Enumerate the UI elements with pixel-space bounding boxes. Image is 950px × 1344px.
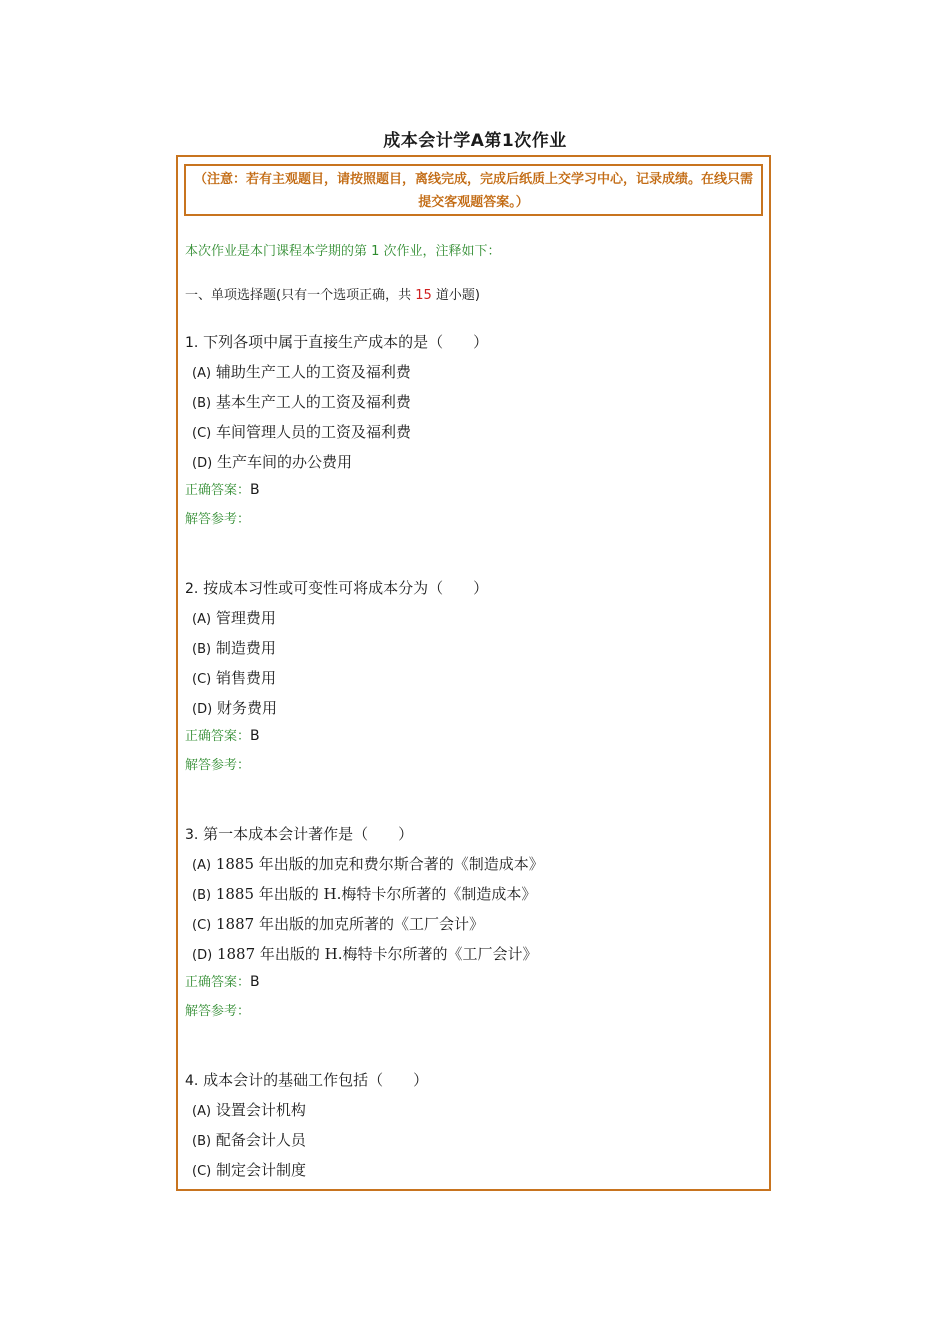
question-number: 3.: [185, 827, 199, 843]
option-b[interactable]: [185, 637, 765, 667]
option-letter: (D): [192, 702, 213, 717]
option-text: 1887 年出版的加克所著的《工厂会计》: [216, 915, 484, 933]
option-text: 1885 年出版的加克和费尔斯合著的《制造成本》: [215, 855, 544, 873]
option-d[interactable]: [185, 451, 765, 481]
correct-answer: [185, 481, 765, 511]
page-title: 成本会计学A第1次作业: [383, 131, 567, 151]
answer-reference: 解答参考：: [185, 758, 251, 773]
answer-reference: 解答参考：: [185, 1004, 251, 1019]
option-d[interactable]: [185, 943, 765, 973]
answer-label: 正确答案：: [185, 483, 251, 498]
option-text: 财务费用: [216, 699, 277, 717]
question-stem: [185, 331, 765, 361]
question-count: 15: [415, 288, 432, 303]
question-2: [185, 577, 765, 823]
option-letter: (C): [192, 672, 212, 687]
question-stem: [185, 1069, 765, 1099]
option-letter: (C): [192, 918, 212, 933]
option-c[interactable]: [185, 1159, 765, 1189]
option-b[interactable]: [185, 1129, 765, 1159]
option-c[interactable]: [185, 421, 765, 451]
question-number: 2.: [185, 581, 199, 597]
section-heading: [185, 287, 765, 331]
option-text: 辅助生产工人的工资及福利费: [215, 363, 411, 381]
question-stem: [185, 577, 765, 607]
answer-label: 正确答案：: [185, 975, 251, 990]
answer-value: B: [250, 482, 260, 498]
question-text: 按成本习性或可变性可将成本分为（ ）: [203, 579, 489, 597]
question-stem: [185, 823, 765, 853]
option-text: 1885 年出版的 H.梅特卡尔所著的《制造成本》: [215, 885, 537, 903]
assignment-content: [185, 243, 765, 1189]
option-b[interactable]: [185, 391, 765, 421]
option-a[interactable]: [185, 607, 765, 637]
assignment-frame: [176, 155, 771, 1191]
intro-text: 本次作业是本门课程本学期的第 1 次作业，注释如下：: [185, 244, 501, 259]
option-letter: (A): [192, 366, 212, 381]
option-letter: (C): [192, 1164, 212, 1179]
option-text: 制造费用: [215, 639, 276, 657]
option-letter: (D): [192, 456, 213, 471]
notice-box: （注意：若有主观题目，请按照题目，离线完成，完成后纸质上交学习中心，记录成绩。在线只需提交客观题答案。）: [184, 164, 763, 216]
option-letter: (B): [192, 396, 212, 411]
option-c[interactable]: [185, 913, 765, 943]
option-letter: (B): [192, 888, 212, 903]
option-text: 车间管理人员的工资及福利费: [216, 423, 412, 441]
question-number: 4.: [185, 1073, 199, 1089]
option-text: 设置会计机构: [215, 1101, 306, 1119]
question-text: 下列各项中属于直接生产成本的是（ ）: [203, 333, 489, 351]
option-c[interactable]: [185, 667, 765, 697]
question-text: 第一本成本会计著作是（ ）: [203, 825, 414, 843]
question-3: [185, 823, 765, 1069]
option-letter: (D): [192, 948, 213, 963]
answer-reference: 解答参考：: [185, 512, 251, 527]
correct-answer: [185, 973, 765, 1003]
option-letter: (B): [192, 642, 212, 657]
option-letter: (A): [192, 612, 212, 627]
question-1: [185, 331, 765, 577]
question-4: [185, 1069, 765, 1189]
option-a[interactable]: [185, 853, 765, 883]
answer-label: 正确答案：: [185, 729, 251, 744]
answer-value: B: [250, 728, 260, 744]
option-text: 销售费用: [216, 669, 277, 687]
option-a[interactable]: [185, 361, 765, 391]
section-suffix: 道小题): [431, 288, 480, 303]
option-text: 配备会计人员: [215, 1131, 306, 1149]
option-text: 基本生产工人的工资及福利费: [215, 393, 411, 411]
option-text: 1887 年出版的 H.梅特卡尔所著的《工厂会计》: [216, 945, 538, 963]
question-number: 1.: [185, 335, 199, 351]
option-text: 制定会计制度: [216, 1161, 307, 1179]
answer-value: B: [250, 974, 260, 990]
option-letter: (A): [192, 858, 212, 873]
correct-answer: [185, 727, 765, 757]
option-text: 生产车间的办公费用: [216, 453, 352, 471]
option-letter: (B): [192, 1134, 212, 1149]
option-b[interactable]: [185, 883, 765, 913]
option-a[interactable]: [185, 1099, 765, 1129]
option-text: 管理费用: [215, 609, 276, 627]
option-d[interactable]: [185, 697, 765, 727]
option-letter: (A): [192, 1104, 212, 1119]
question-text: 成本会计的基础工作包括（ ）: [203, 1071, 429, 1089]
section-prefix: 一、单项选择题(只有一个选项正确，共: [185, 288, 416, 303]
option-letter: (C): [192, 426, 212, 441]
